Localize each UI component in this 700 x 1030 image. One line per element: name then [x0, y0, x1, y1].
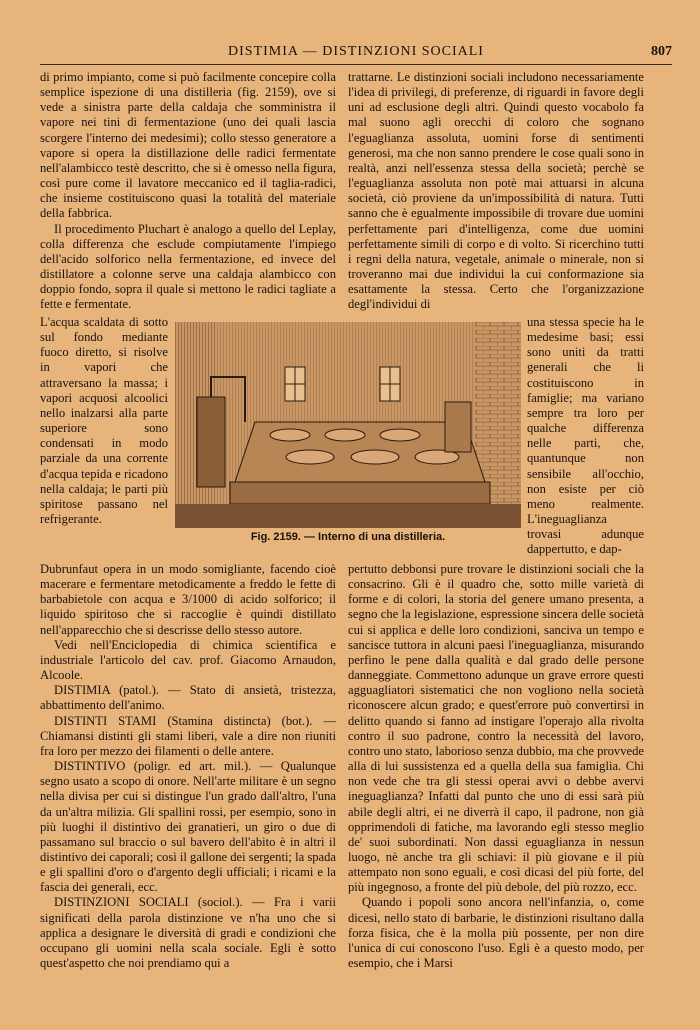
right-column-bottom — [348, 562, 644, 971]
left-column-top — [40, 70, 336, 313]
left-wrap-text: L'acqua scaldata di sotto sul fondo mediante fuoco diretto, si risolve in vapori che attraversano la massa; i vapori acquosi alcoolici nello inalzarsi alla parte superiore sono condensati in modo parziale da una corrente d'acqua tepida e ricadono nella caldaja; le parti più spiritose passano nel refrigerante. — [40, 315, 168, 527]
page-header — [40, 42, 672, 62]
running-title: DISTIMIA — DISTINZIONI SOCIALI — [228, 44, 484, 59]
entry-distintivo: DISTINTIVO (poligr. ed art. mil.). — Qualunque segno usato a scopo di onore. Nell'arte militare è un segno nella divisa per cui si distingue l'un grado dall'altro, l'una da un'altra milizia. Gli spallini rossi, per esempio, sono in più luoghi il distintivo dei granatieri, un giro o due di passamano sul braccio o sul bavero dell'abito è in altri il distintivo dei caporali; così il gallone dei sergenti; la spada e gli spallini d'oro o d'argento degli ufficiali; i ricami e la fascia dei generali, ecc. — [40, 759, 336, 895]
engraving — [175, 322, 521, 528]
entry-distinzioni-sociali: DISTINZIONI SOCIALI (sociol.). — Fra i varii significati della parola distinzione ve n'ha uno che si applica a designare le diversità di gradi e condizioni che occupano gli uomini nella scala sociale. Egli è sotto quest'aspetto che noi prendiamo qui a — [40, 895, 336, 971]
figure-caption: Fig. 2159. — Interno di una distilleria. — [250, 531, 446, 543]
right-wrap-text: una stessa specie ha le medesime basi; essi sono uniti da tratti generali che li costituiscono in famiglie; ma variano sempre tra loro per qualche differenza nelle parti, che, quantunque non sensibile all'occhio, non esiste per ciò meno realmente. L'ineguaglianza trovasi adunque dappertutto, e dap- — [527, 315, 644, 557]
paragraph: di primo impianto, come si può facilmente concepire colla semplice ispezione di una distilleria (fig. 2159), ove si vede a sinistra parte della caldaja che somministra il vapore nei tini di fermentazione (uno dei quali lascia scorgere l'interno dei medesimi); collo stesso generatore a vapore si opera la distillazione delle radici fermentate nell'alambicco testè descritto, che si è omesso nella figura, così pure come il lavatore meccanico ed il taglia-radici, che insieme costituiscono quasi la totalità del materiale della fabbrica. — [40, 70, 336, 221]
paragraph: pertutto debbonsi pure trovare le distinzioni sociali che la consacrino. Gli è il quadro che, sotto mille varietà di forme e di colori, la storia del genere umano presenta, a segno che la legislazione, espressione sincera delle società cui si applica e delle loro condizioni, sanciva un tempo e sancisce tuttora in alcuni paesi l'ineguaglianza, misurando perfino le pene dalla qualità e dal grado delle persone danneggiate. Commettono adunque un grave errore questi agguagliatori sistematici che non vogliono nella società riconoscere alcun grado; e quest'errore può convertirsi in delitto quando si fanno ad instigare l'operajo alla rivolta contro il suo padrone, contro la necessità del lavoro, contro uno stato, laborioso senza dubbio, ma che provvede alla di lui sussistenza ed a quella della sua famiglia. Chi non vede che tra gli stessi operai avvi o debbe avervi ineguaglianza? Infatti dal punto che uno di essi sarà più abile degli altri, ei ne diverrà il capo, il padrone, non già opprimendoli di fatiche, ma lavorando egli stesso meglio de' suoi subordinati. Non dassi eguaglianza in nessun luogo, nè anche tra gli schiavi: il più giovane e il più attempato non sono eguali, e così dicasi del più forte, del più ingegnoso, a fronte del più debole, del più rozzo, ecc. — [348, 562, 644, 895]
header-rule — [40, 64, 672, 65]
paragraph: Il procedimento Pluchart è analogo a quello del Leplay, colla differenza che esclude compiutamente l'impiego dell'acido solforico nella fermentazione, ed invece del distillatore a colonne serve una caldaja alambicco con doppio fondo, sopra il quale si mettono le radici tagliate a fette e fermentate. — [40, 221, 336, 312]
page-number: 807 — [651, 44, 672, 59]
paragraph: Quando i popoli sono ancora nell'infanzia, o, come dicesi, nello stato di barbarie, le distinzioni risultano dalla forza fisica, che è la molla più possente, per non dire l'unica di cui conoscono l'uso. Egli è a questo modo, per esempio, che i Marsi — [348, 895, 644, 971]
left-column-bottom — [40, 562, 336, 971]
paragraph: trattarne. Le distinzioni sociali includono necessariamente l'idea di privilegi, di preferenze, di riguardi in favore degli uni ad esclusione degli altri. Quindi questo vocabolo fa mal suono agli orecchi di coloro che sognano l'eguaglianza assoluta, uomini forse di sentimenti generosi, ma che non sanno prendere le cose quali sono in realtà, anzi nell'essenza stessa della società; perchè se l'eguaglianza assoluta non potè mai attuarsi in alcuna società, ciò proviene da un'impossibilità di natura. Tutti sanno che è egualmente impossibile di trovare due uomini perfettamente pari d'intelligenza, come due uomini perfettamente simili di corpo e di volto. Si ricerchino tutti i regni della natura, vegetale, animale o minerale, non si troveranno mai due individui la cui conformazione sia esattamente la stessa. Certo che l'organizzazione degl'individui di — [348, 70, 644, 312]
entry-distimia: DISTIMIA (patol.). — Stato di ansietà, tristezza, abbattimento dell'animo. — [40, 683, 336, 713]
paragraph: Vedi nell'Enciclopedia di chimica scientifica e industriale l'articolo del cav. prof. Giacomo Arnaudon, Alcoole. — [40, 637, 336, 683]
entry-distinti-stami: DISTINTI STAMI (Stamina distincta) (bot.). — Chiamansi distinti gli stami liberi, vale a dire non riuniti fra loro per mezzo dei filamenti o delle antere. — [40, 713, 336, 758]
right-column-top — [348, 70, 644, 313]
paragraph: Dubrunfaut opera in un modo somigliante, facendo cioè macerare e fermentare metodicamente a freddo le fette di barbabietole con acqua e 3/1000 di acido solforico; il liquido spiritoso che si raccoglie è quindi distillato nell'apparecchio che si descrisse dello stesso autore. — [40, 562, 336, 637]
distillery-illustration — [175, 322, 521, 528]
